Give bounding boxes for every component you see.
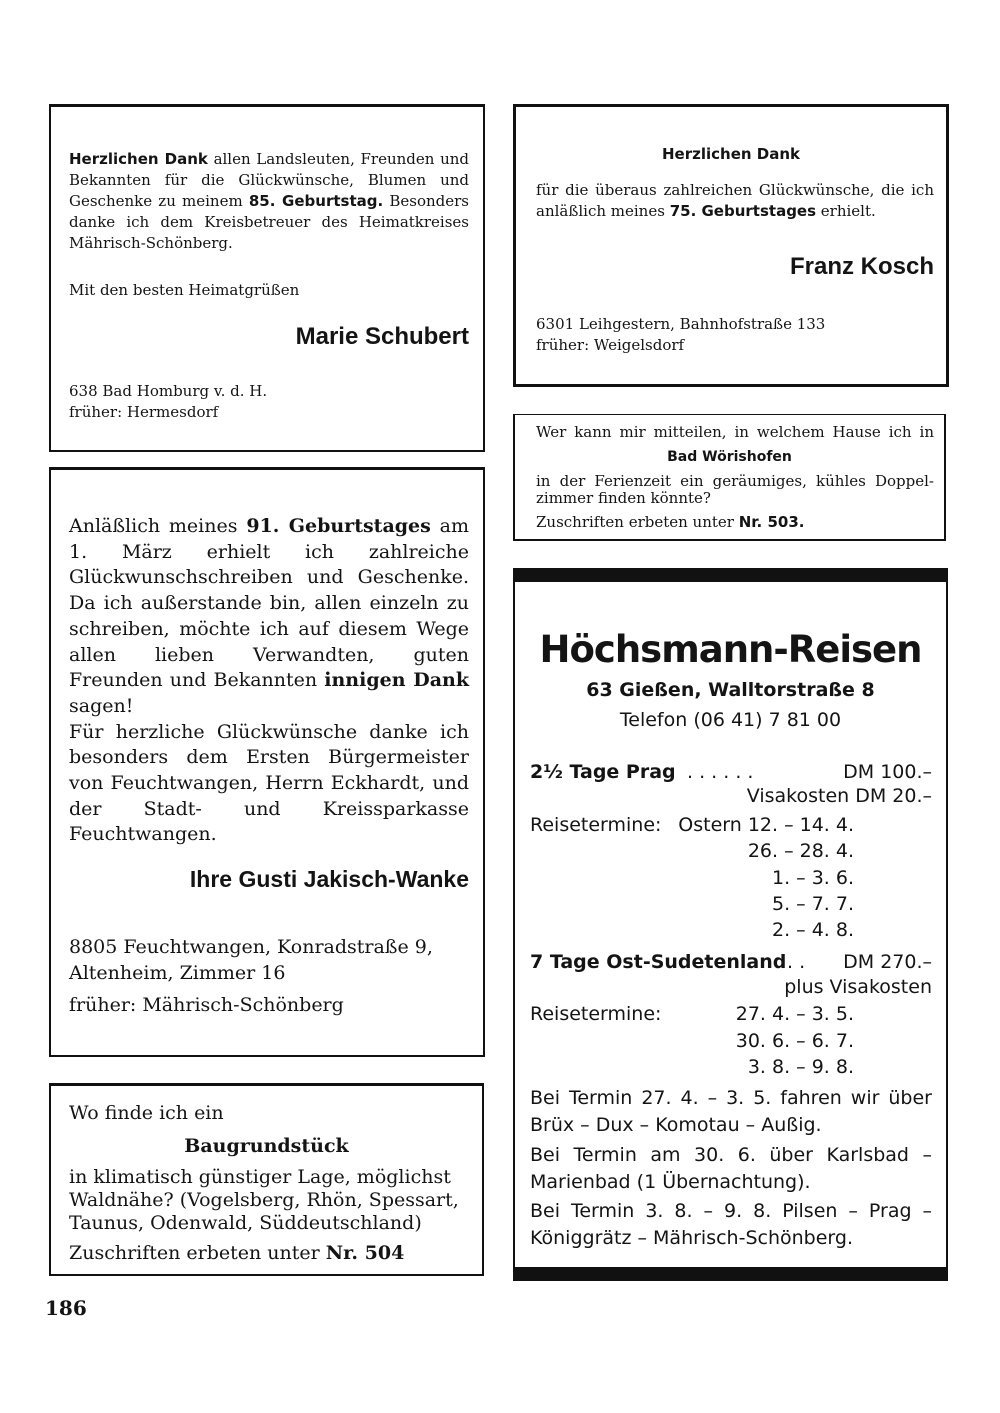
ad-marie-schubert [49, 104, 485, 452]
ad-building-plot [49, 1083, 484, 1276]
trip2-visa: plus Visakosten [784, 976, 932, 998]
address [69, 934, 433, 986]
thanks-paragraph [69, 514, 469, 720]
text-run: sagen! [69, 694, 134, 717]
birthday-label: 91. Geburtstages [246, 515, 431, 537]
company-phone: Telefon (06 41) 7 81 00 [619, 709, 842, 731]
former-home: früher: Hermesdorf [69, 403, 219, 421]
ad-franz-kosch [513, 104, 949, 387]
place-heading: Bad Wörishofen [667, 449, 792, 465]
thanks-heading: Herzlichen Dank [69, 150, 208, 168]
greeting: Mit den besten Heimatgrüßen [69, 281, 300, 299]
thanks-heading: Herzlichen Dank [661, 145, 800, 163]
birthday-label: 85. Geburtstag. [248, 192, 384, 210]
trip2-date: 27. 4. – 3. 5. [735, 1003, 854, 1025]
trip1-date: 1. – 3. 6. [771, 867, 854, 889]
dates-label: Reisetermine: [530, 814, 662, 836]
signature: Marie Schubert [295, 323, 469, 350]
birthday-label: 75. Geburtstages [669, 202, 817, 220]
trip1-date: 26. – 28. 4. [747, 840, 854, 862]
reply-text: Zuschriften erbeten unter [536, 513, 739, 531]
reply-text: Zuschriften erbeten unter [69, 1242, 326, 1264]
brand-name: Höchsmann-Reisen [539, 628, 922, 671]
reply-info [69, 1242, 404, 1264]
signature: Franz Kosch [789, 253, 934, 280]
request-text: in klimatisch günstiger Lage, möglichst Waldnähe? (Vogelsberg, Rhön, Spessart, Taunus, Odenwald, Süddeutschland) [69, 1166, 459, 1234]
reply-number: Nr. 503. [738, 513, 805, 531]
trip2-title: 7 Tage Ost-Sudetenland [530, 951, 787, 973]
page-number: 186 [45, 1296, 87, 1320]
address-line: 8805 Feuchtwangen, Konradstraße 9, [69, 936, 433, 958]
thanks-body: allen Landsleuten, Freunden und Bekannten für die Glückwünsche, Blumen und Geschenke zu meinem [69, 150, 469, 210]
thanks-end: Besonders danke ich dem Kreisbetreuer des Heimatkreises Mährisch-Schönberg. [69, 192, 469, 252]
trip2-dots: . . [787, 951, 806, 973]
route-note: Bei Termin 3. 8. – 9. 8. Pilsen – Prag – Königgrätz – Mährisch-Schönberg. [530, 1200, 932, 1249]
thanks-text [536, 180, 934, 222]
signature: Ihre Gusti Jakisch-Wanke [189, 866, 469, 892]
thanks-body: für die überaus zahlreichen Glückwünsche, die ich anläßlich meines [536, 181, 934, 220]
route-note: Bei Termin 27. 4. – 3. 5. fahren wir über Brüx – Dux – Komotau – Außig. [530, 1087, 932, 1136]
ad-gusti-jakisch-wanke [49, 467, 485, 1057]
thanks-emphasis: innigen Dank [324, 669, 469, 692]
ad-hoechsmann-reisen [513, 568, 948, 1281]
request-text [536, 473, 934, 507]
ad-room-wanted [513, 414, 946, 541]
reply-info [536, 513, 804, 531]
thanks-text [69, 514, 469, 848]
dates-label: Reisetermine: [530, 1003, 662, 1025]
trip1-date: 2. – 4. 8. [771, 919, 854, 941]
thanks-paragraph-2: Für herzliche Glückwünsche danke ich besonders dem Ersten Bürgermeister von Feuchtwangen, Herrn Eckhardt, und der Stadt- und Kreissparkasse Feuchtwangen. [69, 720, 469, 846]
address-line: Altenheim, Zimmer 16 [69, 962, 286, 984]
text-run: am 1. März erhielt ich zahlreiche Glückwunschschreiben und Geschenke. Da ich außerstande bin, allen einzeln zu schreiben, möchte ich auf diesem Wege allen lieben Verwandten, guten Freunden und Bekannten [69, 515, 469, 692]
route-note: Bei Termin am 30. 6. über Karlsbad – Marienbad (1 Übernachtung). [530, 1144, 932, 1193]
plot-heading: Baugrundstück [184, 1135, 349, 1157]
question: Wo finde ich ein [69, 1102, 224, 1124]
question: Wer kann mir mitteilen, in welchem Hause ich in [536, 423, 934, 441]
thanks-text [69, 149, 469, 254]
trip1-visa: Visakosten DM 20.– [746, 785, 932, 807]
trip2-price: DM 270.– [843, 951, 932, 973]
address-line: 638 Bad Homburg v. d. H. [69, 382, 268, 400]
trip1-price: DM 100.– [843, 761, 932, 783]
trip2-date: 3. 8. – 9. 8. [747, 1056, 854, 1078]
reply-number: Nr. 504 [325, 1242, 405, 1264]
request-line: in der Ferienzeit ein geräumiges, kühles Doppel- [536, 472, 934, 490]
text-run: Anläßlich meines [69, 515, 247, 537]
address-line: 6301 Leihgestern, Bahnhofstraße 133 [536, 315, 826, 333]
trip1-title: 2½ Tage Prag [530, 761, 676, 783]
company-address: 63 Gießen, Walltorstraße 8 [586, 679, 875, 701]
address [69, 381, 267, 423]
former-home: früher: Weigelsdorf [536, 336, 685, 354]
request-line: zimmer finden könnte? [536, 489, 711, 507]
address [536, 314, 825, 356]
thanks-end: erhielt. [816, 202, 876, 220]
trip1-date: 5. – 7. 7. [771, 893, 854, 915]
trip2-date: 30. 6. – 6. 7. [735, 1030, 854, 1052]
trip1-date: Ostern 12. – 14. 4. [678, 814, 854, 836]
trip1-dots: . . . . . . [687, 761, 754, 783]
former-home: früher: Mährisch-Schönberg [69, 994, 344, 1016]
